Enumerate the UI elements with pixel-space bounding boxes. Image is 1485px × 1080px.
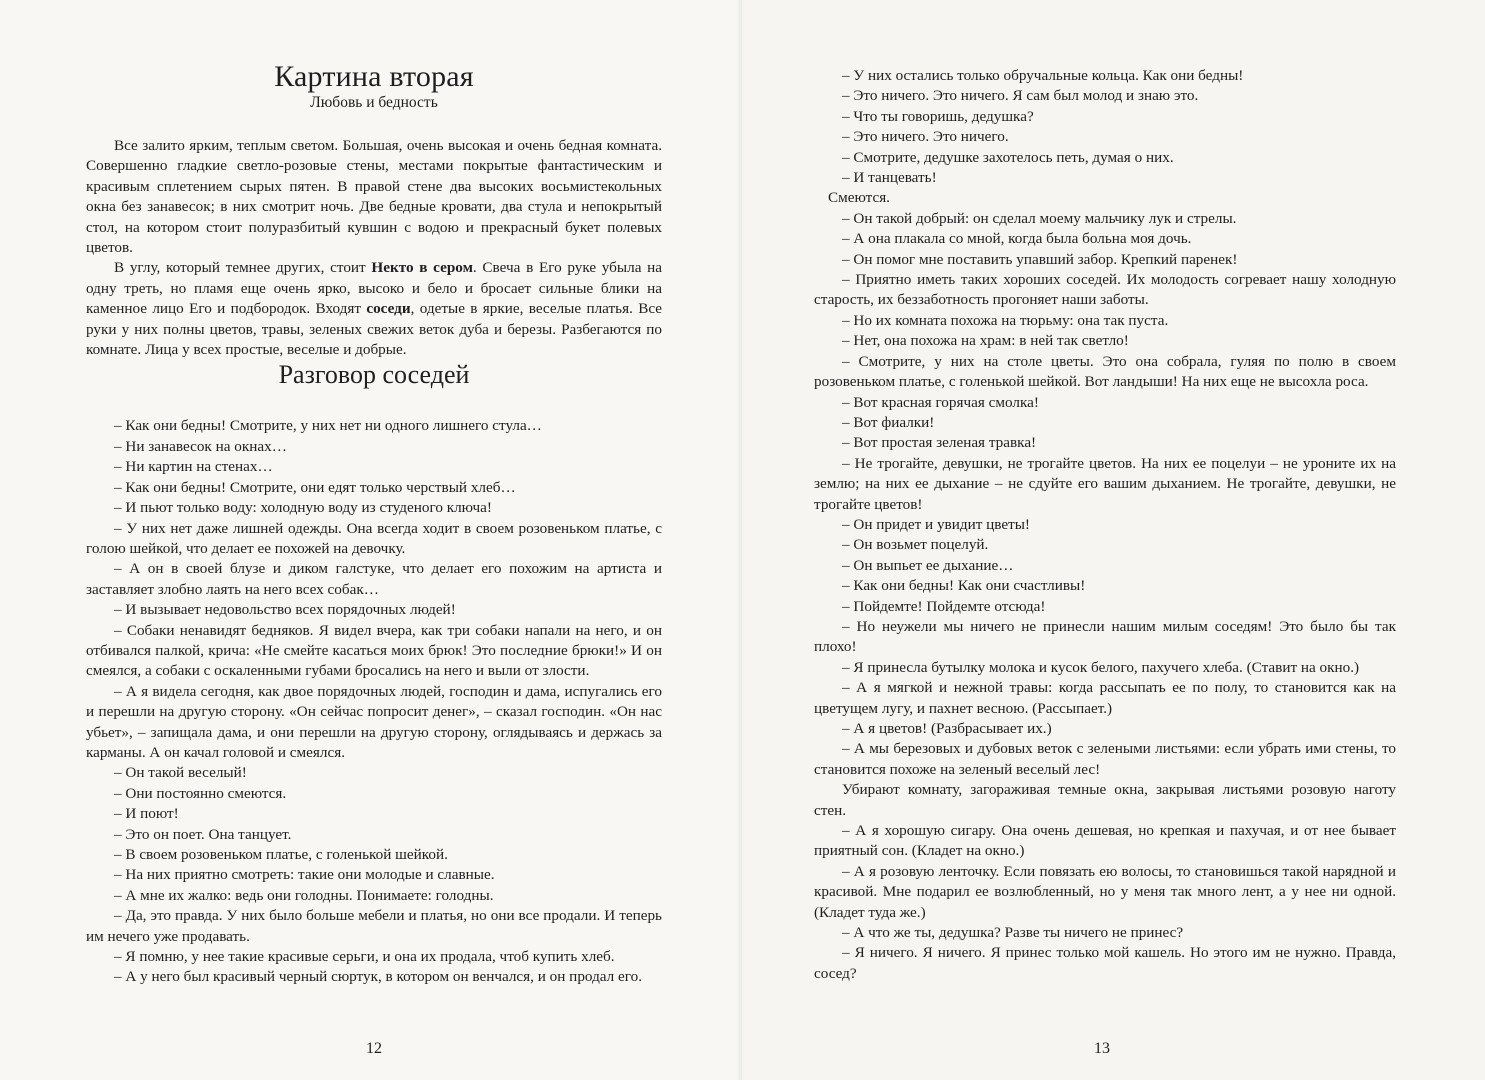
dialogue-list <box>86 416 662 987</box>
dialogue-line: – А я мягкой и нежной травы: когда рассыпать ее по полу, то становится как на цветущем лугу, и пахнет весною. (Рассыпает.) <box>814 679 1396 717</box>
right-page <box>742 0 1485 1080</box>
dialogue-line: – Да, это правда. У них было больше мебели и платья, но они все продали. И теперь им нечего уже продавать. <box>86 907 662 945</box>
dialogue-list <box>814 66 1396 984</box>
dialogue-line: – И пьют только воду: холодную воду из студеного ключа! <box>114 499 492 517</box>
dialogue-line: – Но неужели мы ничего не принесли нашим милым соседям! Это было бы так плохо! <box>814 617 1396 656</box>
dialogue-line: – Как они бедны! Смотрите, они едят только черствый хлеб… <box>114 478 516 496</box>
dialogue-line: – Но их комната похожа на тюрьму: она так пуста. <box>842 311 1169 329</box>
dialogue-line: – Он такой добрый: он сделал моему мальчику лук и стрелы. <box>842 209 1237 227</box>
character-name: Некто в сером <box>371 259 473 277</box>
dialogue-line: – И танцевать! <box>842 169 937 187</box>
stage-direction: Все залито ярким, теплым светом. Большая, очень высокая и очень бедная комната. Совершенно гладкие светло-розовые стены, местами покрытые фантастическим и красивым сплетением сырых пятен. В правой стене два высоких восьмистекольных окна без занавесок; в них смотрит ночь. Две бедные кровати, два стула и непокрытый стол, на котором стоит полуразбитый кувшин с водою и прекрасный букет полевых цветов. <box>86 137 662 257</box>
page-number: 12 <box>366 1040 382 1057</box>
dialogue-line: – И поют! <box>114 805 179 823</box>
left-page <box>0 0 742 1080</box>
dialogue-line: – Вот красная горячая смолка! <box>842 393 1039 411</box>
character-name: соседи <box>366 300 411 318</box>
stage-direction: В углу, который темнее других, стоит Некто в сером. Свеча в Его руке убыла на одну треть, но пламя еще очень ярко, высоко и бело и бросает сильные блики на каменное лицо Его и подбородок. Входят соседи, одетые в яркие, веселые платья. Все руки у них полны цветов, травы, зеленых свежих веток дуба и березы. Разбегаются по комнате. Лица у всех простые, веселые и добрые. <box>86 259 663 359</box>
dialogue-line: – Это ничего. Это ничего. Я сам был молод и знаю это. <box>842 87 1199 105</box>
dialogue-line: – У них нет даже лишней одежды. Она всегда ходит в своем розовеньком платье, с голою шейкой, что делает ее похожей на девочку. <box>86 519 662 557</box>
scene-subtitle: Любовь и бедность <box>310 94 438 111</box>
right-column <box>814 66 1396 984</box>
dialogue-line: – Он помог мне поставить упавший забор. Крепкий паренек! <box>842 250 1238 268</box>
dialogue-line: – А мы березовых и дубовых веток с зелеными листьями: если убрать ими стены, то становится похоже на зеленый веселый лес! <box>814 740 1396 778</box>
dialogue-line: – А что же ты, дедушка? Разве ты ничего не принес? <box>842 924 1184 942</box>
dialogue-line: – Ни занавесок на окнах… <box>114 437 287 455</box>
stage-direction: Убирают комнату, загораживая темные окна, закрывая листьями розовую наготу стен. <box>814 781 1396 819</box>
dialogue-line: – А она плакала со мной, когда была больна моя дочь. <box>842 230 1192 248</box>
dialogue-line: – Вот простая зеленая травка! <box>842 434 1037 452</box>
page-number: 13 <box>1094 1040 1110 1057</box>
dialogue-line: – Смотрите, у них на столе цветы. Это она собрала, гуляя по полю в своем розовеньком платье, с голенькой шейкой. Вот ландыши! На них еще не высохла роса. <box>814 352 1396 391</box>
dialogue-line: – Это он поет. Она танцует. <box>114 825 292 843</box>
dialogue-line: – Собаки ненавидят бедняков. Я видел вчера, как три собаки напали на него, и он отбивался палкой, крича: «Не смейте касаться моих брюк! Это последние брюки!» И он смеялся, а собаки с оскаленными губами бросались на него и выли от злости. <box>86 621 662 680</box>
dialogue-line: – Как они бедны! Смотрите, у них нет ни одного лишнего стула… <box>114 417 542 435</box>
dialogue-line: – Он придет и увидит цветы! <box>842 515 1030 533</box>
left-column <box>86 60 662 988</box>
dialogue-line: – У них остались только обручальные кольца. Как они бедны! <box>842 67 1244 84</box>
dialogue-line: – Нет, она похожа на храм: в ней так светло! <box>842 332 1129 350</box>
dialogue-line: – Приятно иметь таких хороших соседей. Их молодость согревает нашу холодную старость, их беззаботность прогоняет наши заботы. <box>814 271 1396 309</box>
dialogue-line: – Ни картин на стенах… <box>114 458 273 476</box>
dialogue-line: – Это ничего. Это ничего. <box>842 128 1009 146</box>
dialogue-line: – А он в своей блузе и диком галстуке, что делает его похожим на артиста и заставляет злобно лаять на него всех собак… <box>86 560 662 598</box>
dialogue-line: – В своем розовеньком платье, с голенькой шейкой. <box>114 846 448 863</box>
dialogue-line: – А у него был красивый черный сюртук, в котором он венчался, и он продал его. <box>114 968 643 986</box>
dialogue-line: – А я розовую ленточку. Если повязать ею волосы, то становишься такой нарядной и красивой. Мне подарил ее возлюбленный, но у меня так много лент, а у нее ни одной. (Кладет туда же.) <box>814 862 1396 921</box>
dialogue-line: – А я цветов! (Разбрасывает их.) <box>842 720 1052 737</box>
stage-direction: Смеются. <box>828 189 890 207</box>
dialogue-line: – А я хорошую сигару. Она очень дешевая, но крепкая и пахучая, и от нее бывает приятный сон. (Кладет на окно.) <box>814 822 1396 860</box>
dialogue-line: – И вызывает недовольство всех порядочных людей! <box>114 601 456 619</box>
dialogue-line: – Смотрите, дедушке захотелось петь, думая о них. <box>842 148 1174 166</box>
dialogue-line: – Я принесла бутылку молока и кусок белого, пахучего хлеба. (Ставит на окно.) <box>842 658 1360 676</box>
dialogue-line: – Я ничего. Я ничего. Я принес только мой кашель. Но этого им не нужно. Правда, сосед? <box>814 944 1396 982</box>
scene-title: Картина вторая <box>274 60 474 93</box>
dialogue-line: – Вот фиалки! <box>842 413 935 431</box>
dialogue-line: – Я помню, у нее такие красивые серьги, и она их продала, чтоб купить хлеб. <box>114 948 615 966</box>
dialogue-line: – Он такой веселый! <box>114 764 247 782</box>
dialogue-line: – Как они бедны! Как они счастливы! <box>842 577 1086 595</box>
section-heading: Разговор соседей <box>278 360 470 390</box>
dialogue-line: – Что ты говоришь, дедушка? <box>842 107 1034 125</box>
dialogue-line: – А я видела сегодня, как двое порядочных людей, господин и дама, испугались его и перешли на другую сторону. «Он сейчас попросит денег», – сказал господин. «Он нас убьет», – запищала дама, и они перешли на другую сторону, оглядываясь и держась за карманы. А он качал головой и смеялся. <box>86 682 662 761</box>
dialogue-line: – Пойдемте! Пойдемте отсюда! <box>842 597 1046 615</box>
dialogue-line: – А мне их жалко: ведь они голодны. Понимаете: голодны. <box>114 886 494 904</box>
dialogue-line: – На них приятно смотреть: такие они молодые и славные. <box>114 866 495 884</box>
dialogue-line: – Он выпьет ее дыхание… <box>842 556 1014 574</box>
dialogue-line: – Не трогайте, девушки, не трогайте цветов. На них ее поцелуи – не уроните их на землю; на них ее дыхание – не сдуйте его вашим дыханием. Не трогайте, девушки, не трогайте цветов! <box>814 454 1396 513</box>
dialogue-line: – Они постоянно смеются. <box>114 784 287 802</box>
dialogue-line: – Он возьмет поцелуй. <box>842 536 989 554</box>
